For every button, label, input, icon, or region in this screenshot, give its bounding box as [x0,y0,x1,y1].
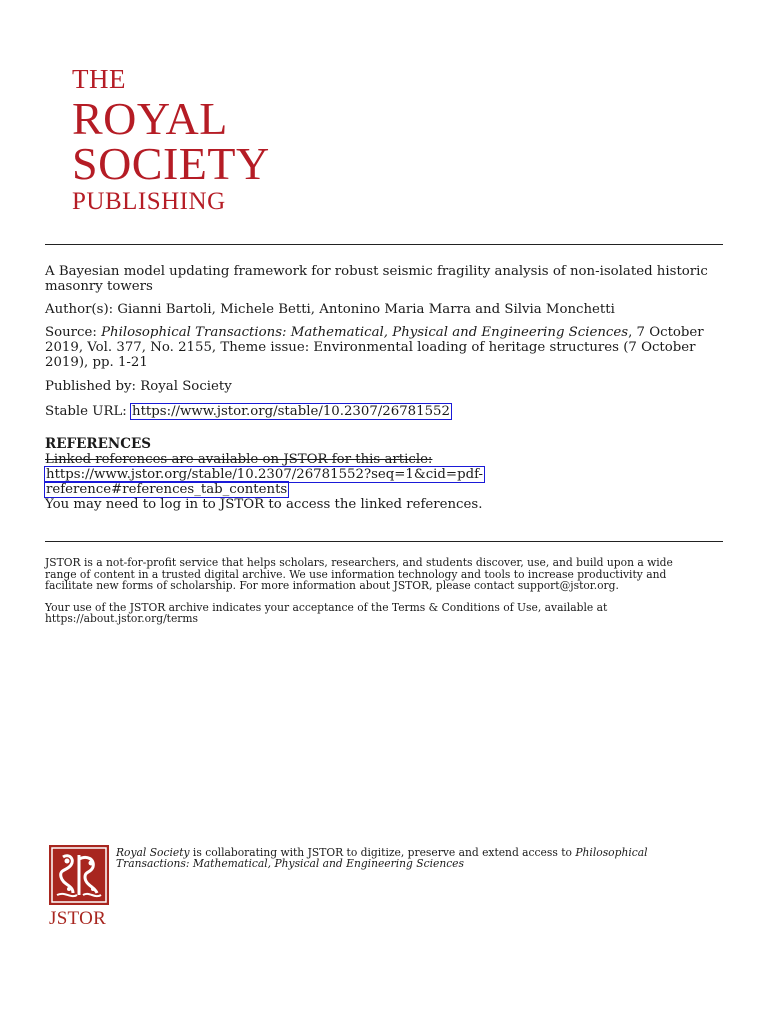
jstor-info [45,557,705,635]
references-notice: Linked references are available on JSTOR for this article: [45,452,433,467]
footer-collaboration-text [116,847,716,870]
references-url-line1 [45,467,723,482]
publisher-name: Royal Society [140,379,232,394]
stable-url-line [45,404,723,419]
article-title: A Bayesian model updating framework for robust seismic fragility analysis of non-isolated historic masonry towers [45,264,708,294]
references-heading: REFERENCES [45,436,152,452]
jstor-emblem-icon [49,845,109,905]
authors-label: Author(s): [45,302,114,317]
jstor-about-paragraph: JSTOR is a not-for-profit service that helps scholars, researchers, and students discover, use, and build upon a wide range of content in a trusted digital archive. We use information technology and tools to increase productivity and facilitate new forms of scholarship. For more information about JSTOR, please contact support@jstor.org. [45,556,673,593]
jstor-wordmark: JSTOR [49,908,107,929]
logo-line-royal: ROYAL [72,93,228,144]
article-publisher [45,379,723,394]
middle-divider [45,541,723,542]
logo-line-society: SOCIETY [72,138,270,189]
jstor-logo [49,845,109,930]
footer-middle-text: is collaborating with JSTOR to digitize, preserve and extend access to [189,846,576,859]
authors-names: Gianni Bartoli, Michele Betti, Antonino Maria Marra and Silvia Monchetti [117,302,615,317]
source-journal: Philosophical Transactions: Mathematical, Physical and Engineering Sciences [101,325,629,340]
royal-society-publishing-logo [72,66,270,214]
footer-partner: Royal Society [116,846,190,859]
article-authors [45,302,723,317]
logo-line-publishing: PUBLISHING [72,188,226,215]
published-label: Published by: [45,379,137,394]
references-url-line2 [45,482,723,497]
article-source [45,325,723,370]
article-metadata [45,264,723,512]
stable-url-link[interactable]: https://www.jstor.org/stable/10.2307/26781552 [132,404,450,419]
top-divider [45,244,723,245]
source-details: , 7 October 2019, Vol. 377, No. 2155, Theme issue: Environmental loading of heritage structures (7 October 2019), pp. 1-21 [45,325,704,370]
logo-line-the: THE [72,64,126,94]
references-link-part1[interactable]: https://www.jstor.org/stable/10.2307/26781552?seq=1&cid=pdf- [46,467,484,482]
source-label: Source: [45,325,97,340]
references-link-part2[interactable]: reference#references_tab_contents [46,482,288,497]
terms-text: Your use of the JSTOR archive indicates your acceptance of the Terms & Conditions of Use, available at [45,600,608,614]
footer-journal: Philosophical Transactions: Mathematical, Physical and Engineering Sciences [116,846,648,871]
stable-url-label: Stable URL: [45,404,127,419]
jstor-terms-paragraph [45,602,705,625]
references-login-note: You may need to log in to JSTOR to access the linked references. [45,497,483,512]
terms-link[interactable]: https://about.jstor.org/terms [45,612,199,626]
